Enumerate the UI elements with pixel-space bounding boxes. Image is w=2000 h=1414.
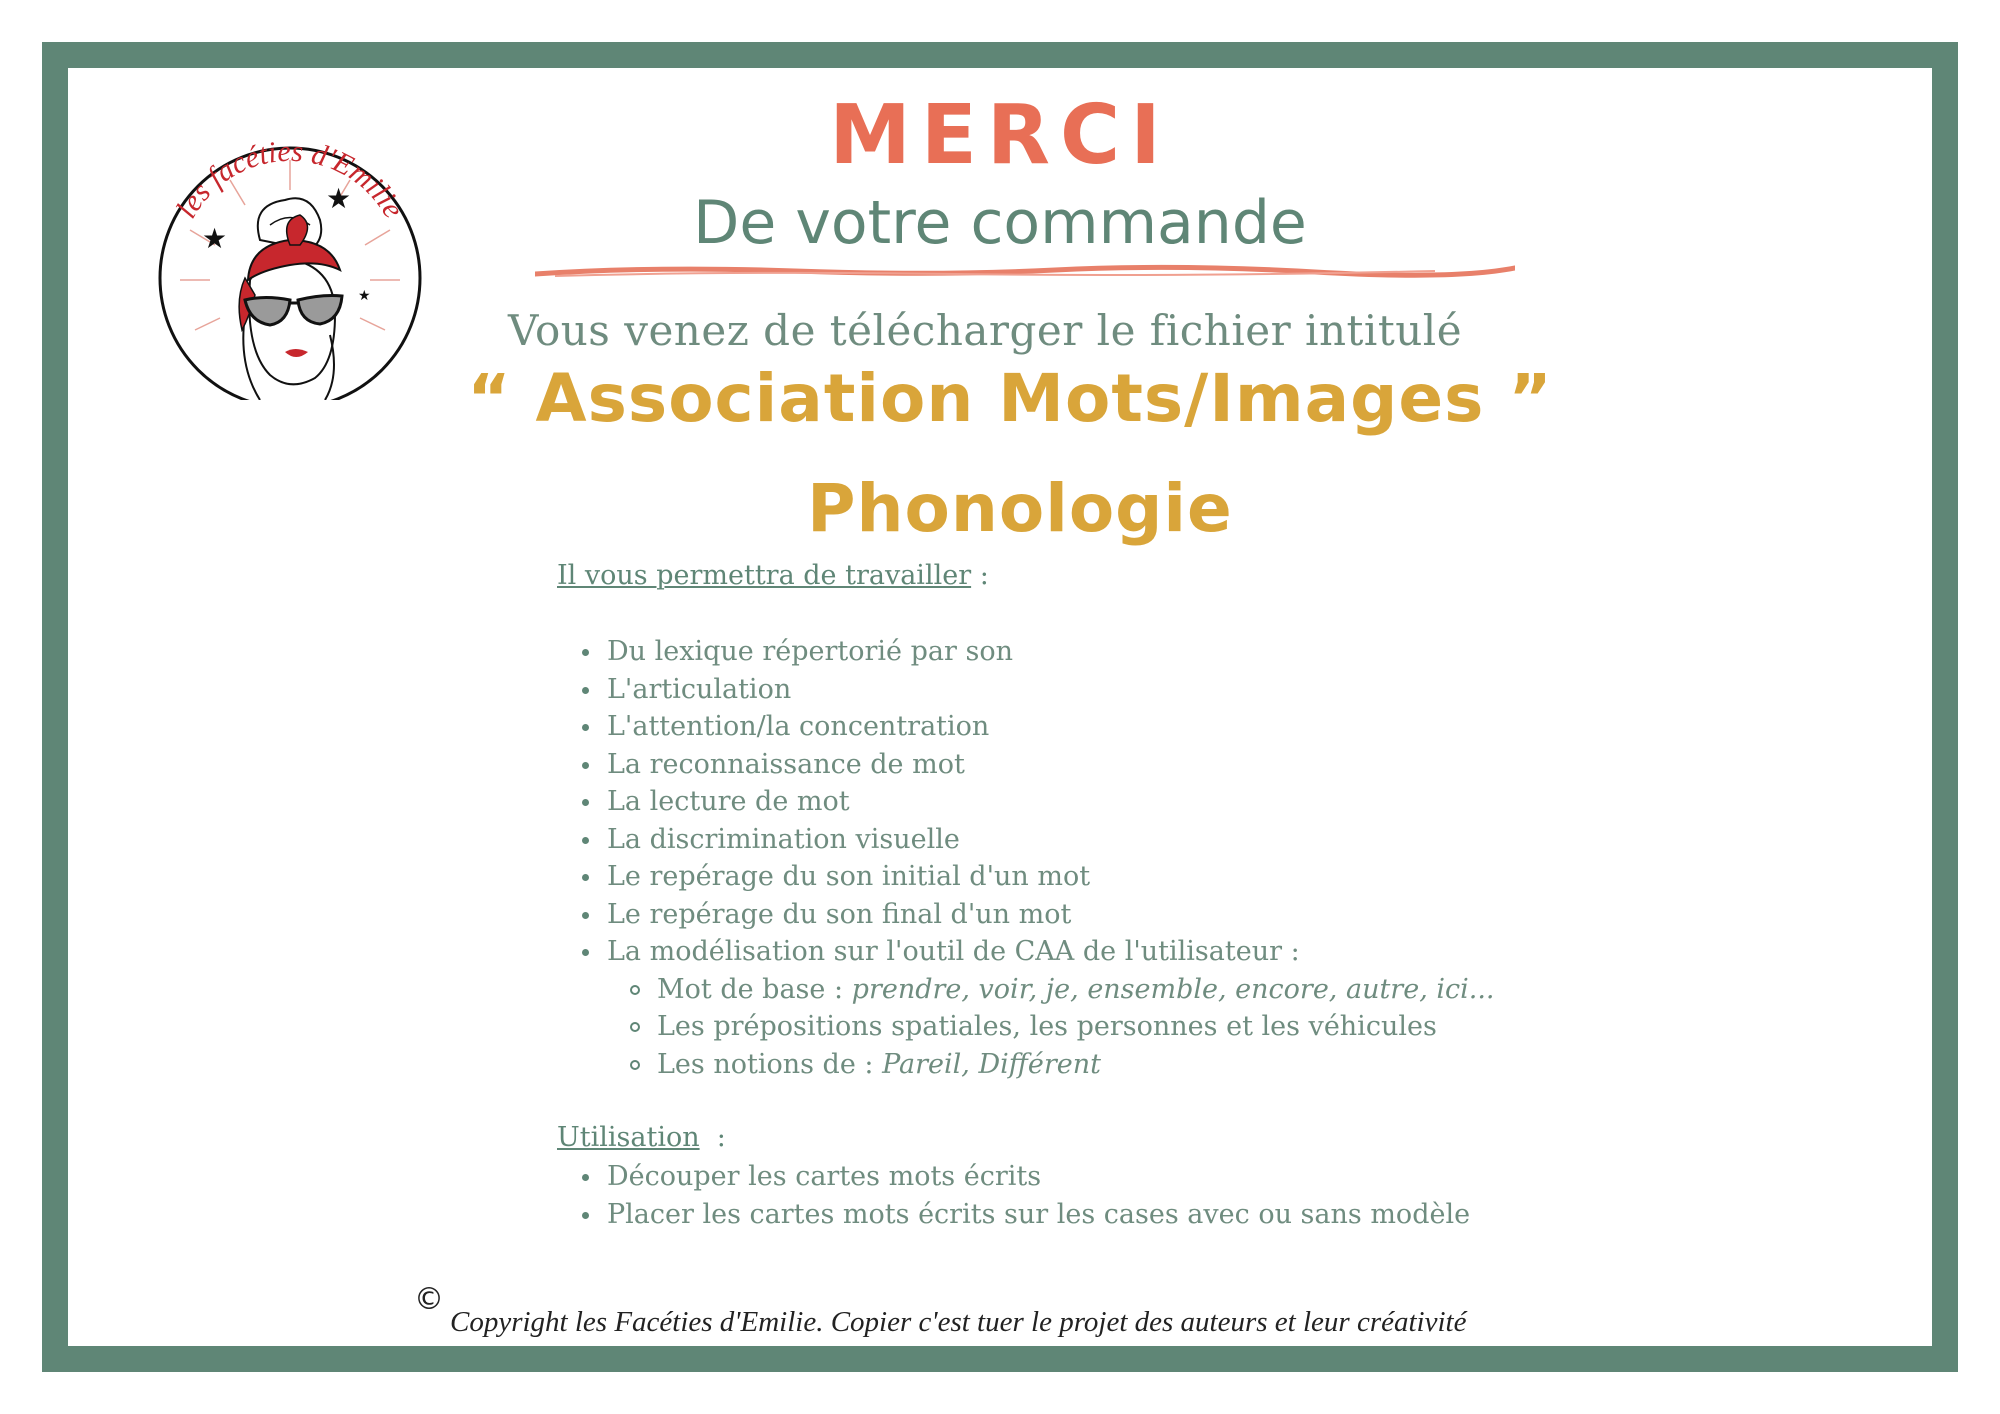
list-item: La lecture de mot	[607, 783, 1495, 821]
sub-item-text: Les notions de :	[657, 1048, 883, 1080]
sub-list-item	[657, 1008, 1495, 1046]
work-section-heading	[557, 560, 989, 591]
list-item: L'attention/la concentration	[607, 708, 1495, 746]
sub-item-italic: Pareil, Différent	[882, 1048, 1101, 1080]
star-icon: ★	[358, 288, 371, 304]
list-item: Le repérage du son initial d'un mot	[607, 858, 1495, 896]
sub-list-item	[657, 1046, 1495, 1084]
sub-item-italic: prendre, voir, je, ensemble, encore, autre, ici...	[851, 973, 1495, 1005]
list-item: Placer les cartes mots écrits sur les cases avec ou sans modèle	[607, 1196, 1470, 1234]
sub-list	[607, 971, 1495, 1084]
use-list	[557, 1158, 1470, 1233]
list-item-label: La modélisation sur l'outil de CAA de l'utilisateur :	[607, 936, 1300, 967]
work-heading-suffix: :	[971, 560, 989, 591]
list-item: Le repérage du son final d'un mot	[607, 896, 1495, 934]
file-subtitle: Phonologie	[807, 470, 1233, 547]
list-item: La discrimination visuelle	[607, 821, 1495, 859]
use-heading-suffix: :	[699, 1122, 726, 1153]
sub-item-text: Mot de base :	[657, 973, 852, 1005]
work-list	[557, 633, 1495, 1083]
use-section-heading	[557, 1122, 726, 1153]
page-title: MERCI	[829, 88, 1171, 183]
intro-text: Vous venez de télécharger le fichier intitulé	[508, 306, 1463, 355]
sub-item-text: Les prépositions spatiales, les personnes et les véhicules	[657, 1011, 1437, 1042]
copyright-icon: ©	[414, 1282, 444, 1317]
list-item: L'articulation	[607, 671, 1495, 709]
list-item: Du lexique répertorié par son	[607, 633, 1495, 671]
use-heading-label: Utilisation	[557, 1122, 700, 1153]
svg-text:les facéties d'Emilie: les facéties d'Emilie	[169, 134, 411, 224]
list-item	[607, 933, 1495, 1083]
star-icon: ★	[326, 182, 352, 215]
brush-divider	[535, 262, 1515, 282]
sub-list-item	[657, 971, 1495, 1009]
page-subtitle: De votre commande	[693, 188, 1307, 258]
list-item: La reconnaissance de mot	[607, 746, 1495, 784]
file-title: “ Association Mots/Images ”	[467, 360, 1553, 437]
star-icon: ★	[202, 222, 228, 255]
list-item: Découper les cartes mots écrits	[607, 1158, 1470, 1196]
copyright-text: Copyright les Facéties d'Emilie. Copier c'est tuer le projet des auteurs et leur créativité	[450, 1306, 1467, 1338]
work-heading-label: Il vous permettra de travailler	[557, 560, 972, 591]
